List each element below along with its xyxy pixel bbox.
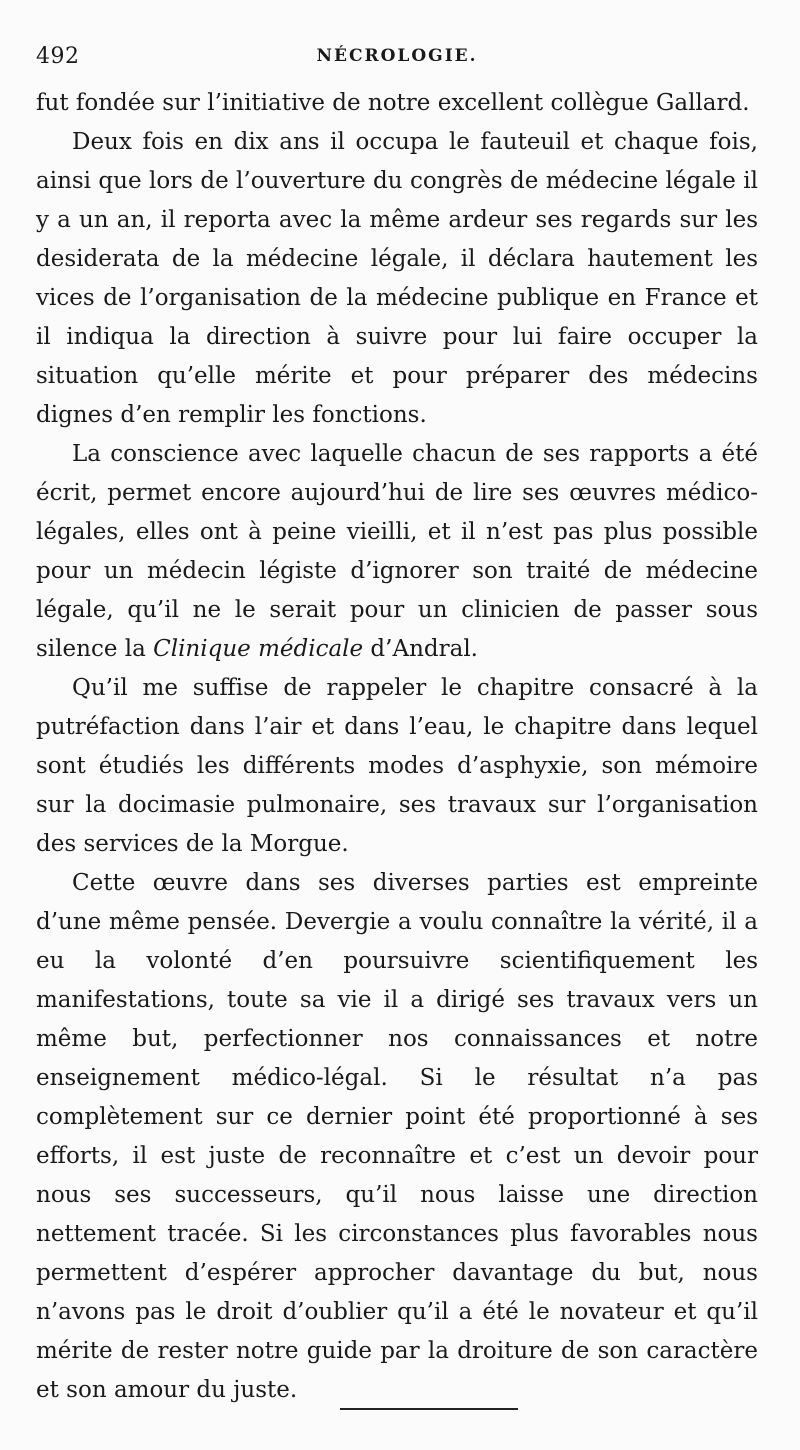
paragraph-conscience-end: d’Andral. (363, 636, 478, 662)
paragraph-presidency: Deux fois en dix ans il occupa le fauteuil et chaque fois, ainsi que lors de l’ouverture du congrès de médecine légale il y a un an, il reporta avec la même ardeur ses regards sur les desiderata de la médecine légale, il déclara hautement les vices de l’organisation de la médecine publique en France et il indiqua la direction à suivre pour lui faire occuper la situation qu’elle mérite et pour préparer des médecins dignes d’en remplir les fonctions. (36, 129, 758, 428)
paragraph-works: Qu’il me suffise de rappeler le chapitre consacré à la putréfaction dans l’air et dans l’eau, le chapitre dans lequel sont étudiés les différents modes d’asphyxie, son mémoire sur la docimasie pulmonaire, ses travaux sur l’organisation des services de la Morgue. (36, 675, 758, 857)
paragraph-legacy: Cette œuvre dans ses diverses parties est empreinte d’une même pensée. Devergie a voulu connaître la vérité, il a eu la volonté d’en poursuivre scientifiquement les manifestations, toute sa vie il a dirigé ses travaux vers un même but, perfectionner nos connaissances et notre enseignement médico-légal. Si le résultat n’a pas complètement sur ce dernier point été proportionné à ses efforts, il est juste de reconnaître et c’est un devoir pour nous ses successeurs, qu’il nous laisse une direction nettement tracée. Si les circonstances plus favorables nous permettent d’espérer approcher davantage du but, nous n’avons pas le droit d’oublier qu’il a été le novateur et qu’il mérite de rester notre guide par la droiture de son caractère et son amour du juste. (36, 870, 758, 1403)
running-head (36, 44, 758, 74)
end-rule (340, 1408, 518, 1410)
paragraph-continuation: fut fondée sur l’initiative de notre excellent collègue Gallard. (36, 90, 750, 116)
page-number: 492 (36, 44, 80, 69)
italic-title-clinique-medicale: Clinique médicale (153, 636, 364, 662)
paragraph-conscience (36, 435, 758, 669)
paragraph-conscience-text: La conscience avec laquelle chacun de ses rapports a été écrit, permet encore aujourd’hui de lire ses œuvres médico-légales, elles ont à peine vieilli, et il n’est pas plus possible pour un médecin légiste d’ignorer son traité de médecine légale, qu’il ne le serait pour un clinicien de passer sous silence la (36, 441, 758, 662)
body-text (36, 84, 758, 1410)
running-title: NÉCROLOGIE. (316, 46, 478, 66)
